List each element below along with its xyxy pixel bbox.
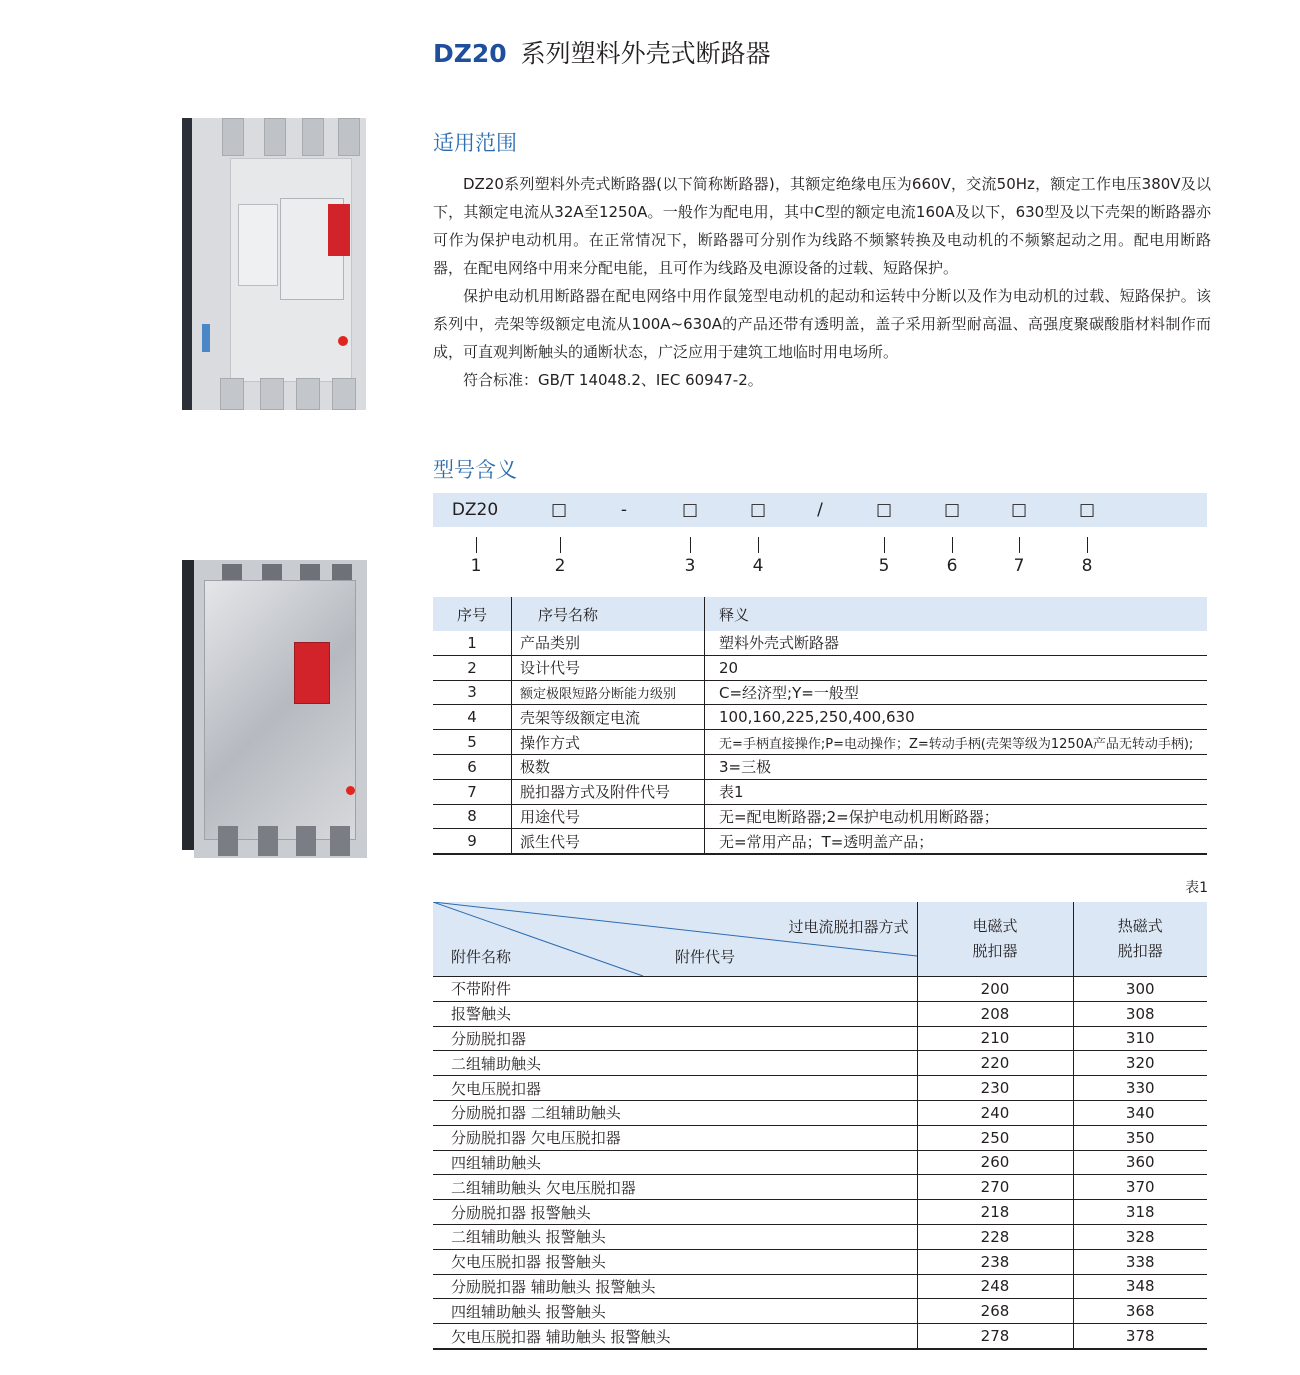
model-code-part: □ [1078,500,1096,520]
code-tick [690,537,691,553]
header-accessory-name: 附件名称 [451,948,512,966]
header-line: 脱扣器 [1117,942,1163,960]
header-over-current: 过电流脱扣器方式 [788,918,909,936]
cell-accessory: 欠电压脱扣器 [433,1076,917,1101]
cell-accessory: 分励脱扣器 报警触头 [433,1200,917,1225]
cell-accessory: 四组辅助触头 报警触头 [433,1299,917,1324]
cell-meaning: 20 [705,655,1208,680]
table-row [433,754,1207,779]
cell-name: 派生代号 [512,829,705,854]
cell-code-em: 208 [917,1001,1073,1026]
cell-index: 2 [433,655,512,680]
table-row [433,1249,1207,1274]
accessory-code-table [433,902,1207,1350]
code-number: 3 [684,556,696,576]
cell-code-tm: 378 [1073,1324,1207,1349]
cell-index: 9 [433,829,512,854]
code-number: 5 [878,556,890,576]
cell-meaning: 塑料外壳式断路器 [705,631,1208,655]
cell-code-em: 210 [917,1026,1073,1051]
cell-code-tm: 308 [1073,1001,1207,1026]
cell-code-tm: 368 [1073,1299,1207,1324]
cell-index: 7 [433,779,512,804]
cell-code-em: 260 [917,1150,1073,1175]
cell-index: 5 [433,730,512,755]
table-row [433,631,1207,655]
model-code-part: □ [943,500,961,520]
scope-paragraph: 保护电动机用断路器在配电网络中用作鼠笼型电动机的起动和运转中分断以及作为电动机的过载、短路保护。该系列中，壳架等级额定电流从100A~630A的产品还带有透明盖，盖子采用新型耐高温、高强度聚碳酸脂材料制作而成，可直观判断触头的通断状态，广泛应用于建筑工地临时用电场所。 [433,287,1211,361]
scope-heading: 适用范围 [433,131,517,155]
model-code-part: □ [681,500,699,520]
scope-paragraph: DZ20系列塑料外壳式断路器(以下简称断路器)，其额定绝缘电压为660V，交流50Hz，额定工作电压380V及以下，其额定电流从32A至1250A。一般作为配电用，其中C型的额定电流160A及以下，630型及以下壳架的断路器亦可作为保护电动机用。在正常情况下，断路器可分别作为线路不频繁转换及电动机的不频繁起动之用。配电用断路器，在配电网络中用来分配电能，且可作为线路及电源设备的过载、短路保护。 [433,175,1211,277]
model-code-part: - [620,500,628,520]
table-row [433,1224,1207,1249]
table-row [433,1026,1207,1051]
code-number: 2 [554,556,566,576]
scope-text [433,170,1211,394]
table-row [433,1200,1207,1225]
code-tick [758,537,759,553]
table-row [433,1175,1207,1200]
cell-name: 产品类别 [512,631,705,655]
cell-code-em: 218 [917,1200,1073,1225]
cell-code-tm: 350 [1073,1125,1207,1150]
table-header-row [433,597,1207,631]
table-row [433,1001,1207,1026]
cell-name: 额定极限短路分断能力级别 [512,680,705,705]
cell-code-tm: 310 [1073,1026,1207,1051]
model-code-part: DZ20 [451,500,499,520]
code-tick [560,537,561,553]
cell-accessory: 分励脱扣器 [433,1026,917,1051]
col-header-name: 序号名称 [512,597,705,631]
table-row [433,680,1207,705]
col-header-meaning: 释义 [705,597,1208,631]
cell-accessory: 报警触头 [433,1001,917,1026]
cell-name: 脱扣器方式及附件代号 [512,779,705,804]
cell-accessory: 分励脱扣器 二组辅助触头 [433,1100,917,1125]
cell-meaning: 无=手柄直接操作;P=电动操作；Z=转动手柄(壳架等级为1250A产品无转动手柄); [705,730,1208,755]
header-accessory-code: 附件代号 [675,948,736,966]
code-tick [1087,537,1088,553]
cell-index: 8 [433,804,512,829]
transparent-breaker-image [182,560,367,858]
model-code-part: / [817,500,823,520]
header-line: 脱扣器 [972,942,1018,960]
cell-name: 壳架等级额定电流 [512,705,705,730]
cell-accessory: 分励脱扣器 欠电压脱扣器 [433,1125,917,1150]
cell-accessory: 欠电压脱扣器 报警触头 [433,1249,917,1274]
table-header-row [433,902,1207,977]
breaker-product-image [182,118,366,410]
cell-index: 4 [433,705,512,730]
table-row [433,1324,1207,1349]
cell-code-tm: 300 [1073,977,1207,1002]
cell-code-tm: 330 [1073,1076,1207,1101]
code-tick [952,537,953,553]
cell-code-tm: 370 [1073,1175,1207,1200]
cell-code-em: 270 [917,1175,1073,1200]
cell-index: 3 [433,680,512,705]
code-tick [1019,537,1020,553]
table-row [433,804,1207,829]
cell-accessory: 二组辅助触头 欠电压脱扣器 [433,1175,917,1200]
cell-name: 极数 [512,754,705,779]
model-code-part: □ [749,500,767,520]
page-title [433,34,771,70]
table-row [433,1100,1207,1125]
cell-meaning: 无=配电断路器;2=保护电动机用断路器； [705,804,1208,829]
cell-code-em: 230 [917,1076,1073,1101]
header-thermal-magnetic [1073,902,1207,977]
table-row [433,705,1207,730]
code-tick [476,537,477,553]
scope-paragraph: 符合标准：GB/T 14048.2、IEC 60947-2。 [463,371,763,389]
cell-accessory: 分励脱扣器 辅助触头 报警触头 [433,1274,917,1299]
cell-code-em: 250 [917,1125,1073,1150]
code-number: 8 [1081,556,1093,576]
title-model: DZ20 [433,39,507,68]
table-row [433,829,1207,854]
cell-code-em: 278 [917,1324,1073,1349]
cell-code-tm: 328 [1073,1224,1207,1249]
model-meaning-heading: 型号含义 [433,458,517,482]
cell-code-tm: 318 [1073,1200,1207,1225]
model-definition-table [433,597,1207,855]
cell-accessory: 不带附件 [433,977,917,1002]
table-row [433,655,1207,680]
cell-meaning: 100,160,225,250,400,630 [705,705,1208,730]
header-electromagnetic [917,902,1073,977]
cell-code-tm: 338 [1073,1249,1207,1274]
code-number: 7 [1013,556,1025,576]
cell-code-tm: 340 [1073,1100,1207,1125]
cell-accessory: 四组辅助触头 [433,1150,917,1175]
cell-meaning: C=经济型;Y=一般型 [705,680,1208,705]
cell-code-em: 228 [917,1224,1073,1249]
table-row [433,730,1207,755]
table-row [433,1274,1207,1299]
cell-index: 1 [433,631,512,655]
cell-accessory: 欠电压脱扣器 辅助触头 报警触头 [433,1324,917,1349]
model-code-part: □ [550,500,568,520]
cell-meaning: 表1 [705,779,1208,804]
cell-accessory: 二组辅助触头 [433,1051,917,1076]
cell-meaning: 3=三极 [705,754,1208,779]
cell-name: 设计代号 [512,655,705,680]
cell-code-tm: 360 [1073,1150,1207,1175]
cell-name: 操作方式 [512,730,705,755]
cell-code-em: 200 [917,977,1073,1002]
cell-index: 6 [433,754,512,779]
cell-name: 用途代号 [512,804,705,829]
code-number: 1 [470,556,482,576]
cell-code-em: 248 [917,1274,1073,1299]
code-number: 4 [752,556,764,576]
col-header-index: 序号 [433,597,512,631]
table-caption: 表1 [1185,880,1208,896]
cell-code-em: 240 [917,1100,1073,1125]
table-row [433,1150,1207,1175]
cell-code-tm: 348 [1073,1274,1207,1299]
code-number: 6 [946,556,958,576]
model-code-part: □ [1010,500,1028,520]
table-row [433,779,1207,804]
title-name: 系列塑料外壳式断路器 [520,39,771,68]
table-row [433,1125,1207,1150]
table-row [433,1051,1207,1076]
table-row [433,1299,1207,1324]
code-tick [884,537,885,553]
header-line: 热磁式 [1117,917,1163,935]
cell-code-tm: 320 [1073,1051,1207,1076]
table-row [433,977,1207,1002]
header-line: 电磁式 [972,917,1018,935]
cell-code-em: 220 [917,1051,1073,1076]
model-code-bar [433,493,1207,527]
model-code-part: □ [875,500,893,520]
cell-code-em: 238 [917,1249,1073,1274]
cell-code-em: 268 [917,1299,1073,1324]
cell-accessory: 二组辅助触头 报警触头 [433,1224,917,1249]
cell-meaning: 无=常用产品；T=透明盖产品； [705,829,1208,854]
table-row [433,1076,1207,1101]
diagonal-header-cell [433,902,917,977]
